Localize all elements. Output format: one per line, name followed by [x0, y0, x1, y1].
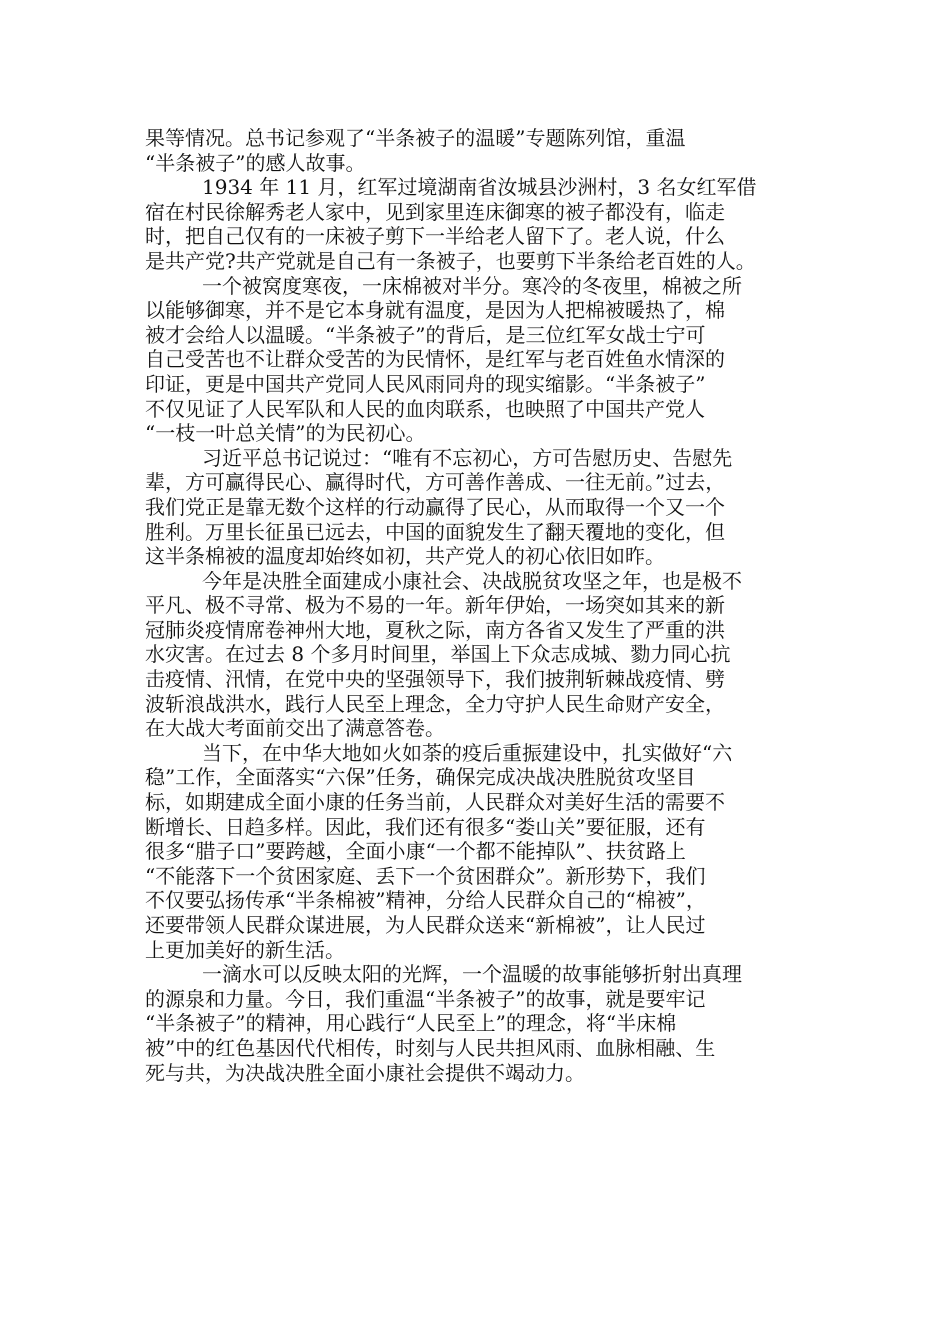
text-line: 当下，在中华大地如火如荼的疫后重振建设中，扎实做好“六: [202, 740, 733, 765]
paragraph: [145, 274, 835, 446]
text-line: 还要带领人民群众谋进展，为人民群众送来“新棉被”，让人民过: [145, 913, 706, 937]
text-line: “半条被子”的感人故事。: [145, 150, 366, 175]
text-line: 死与共，为决战决胜全面小康社会提供不竭动力。: [145, 1060, 585, 1085]
text-line: 我们党正是靠无数个这样的行动赢得了民心，从而取得一个又一个: [145, 494, 725, 519]
text-line: 稳”工作，全面落实“六保”任务，确保完成决战决胜脱贫攻坚目: [145, 765, 696, 790]
text-line: 果等情况。总书记参观了“半条被子的温暖”专题陈列馆，重温: [145, 126, 686, 150]
text-line: “一枝一叶总关情”的为民初心。: [145, 421, 426, 446]
paragraph: [145, 569, 835, 741]
text-line: 冠肺炎疫情席卷神州大地，夏秋之际，南方各省又发生了严重的洪: [145, 617, 725, 642]
text-line: 水灾害。在过去 8 个多月时间里，举国上下众志成城、勠力同心抗: [145, 642, 731, 667]
text-line: “不能落下一个贫困家庭、丢下一个贫困群众”。新形势下，我们: [145, 863, 706, 888]
document-body: [145, 126, 835, 1085]
text-line: 被”中的红色基因代代相传，时刻与人民共担风雨、血脉相融、生: [145, 1035, 716, 1060]
text-line: 不仅要弘扬传承“半条棉被”精神，分给人民群众自己的“棉被”，: [145, 888, 706, 913]
text-line: 今年是决胜全面建成小康社会、决战脱贫攻坚之年，也是极不: [202, 568, 742, 593]
text-line: 上更加美好的新生活。: [145, 937, 345, 962]
text-line: 很多“腊子口”要跨越，全面小康“一个都不能掉队”、扶贫路上: [145, 839, 686, 864]
paragraph: [145, 175, 835, 273]
text-line: 的源泉和力量。今日，我们重温“半条被子”的故事，就是要牢记: [145, 986, 706, 1011]
text-line: 胜利。万里长征虽已远去，中国的面貌发生了翻天覆地的变化，但: [145, 519, 725, 544]
text-line: 标，如期建成全面小康的任务当前，人民群众对美好生活的需要不: [145, 790, 725, 815]
paragraph: [145, 741, 835, 962]
text-line: 自己受苦也不让群众受苦的为民情怀，是红军与老百姓鱼水情深的: [145, 347, 725, 372]
text-line: 被才会给人以温暖。“半条被子”的背后，是三位红军女战士宁可: [145, 322, 706, 347]
text-line: 辈，方可赢得民心、赢得时代，方可善作善成、一往无前。”过去，: [145, 470, 726, 495]
text-line: 宿在村民徐解秀老人家中，见到家里连床御寒的被子都没有，临走: [145, 199, 725, 224]
text-line: 印证，更是中国共产党同人民风雨同舟的现实缩影。“半条被子”: [145, 371, 706, 396]
text-line: 这半条棉被的温度却始终如初，共产党人的初心依旧如昨。: [145, 544, 665, 569]
text-line: 平凡、极不寻常、极为不易的一年。新年伊始，一场突如其来的新: [145, 593, 725, 618]
text-line: 不仅见证了人民军队和人民的血肉联系，也映照了中国共产党人: [145, 396, 705, 421]
text-line: 波斩浪战洪水，践行人民至上理念，全力守护人民生命财产安全，: [145, 691, 725, 716]
paragraph: [145, 962, 835, 1085]
paragraph: [145, 126, 835, 175]
text-line: 习近平总书记说过：“唯有不忘初心，方可告慰历史、告慰先: [202, 445, 733, 470]
text-line: 击疫情、汛情，在党中央的坚强领导下，我们披荆斩棘战疫情、劈: [145, 667, 725, 692]
text-line: 是共产党?共产党就是自己有一条被子，也要剪下半条给老百姓的人。: [145, 248, 756, 273]
text-line: 一滴水可以反映太阳的光辉，一个温暖的故事能够折射出真理: [202, 962, 742, 987]
text-line: 在大战大考面前交出了满意答卷。: [145, 716, 445, 741]
paragraph: [145, 446, 835, 569]
text-line: 1934 年 11 月，红军过境湖南省汝城县沙洲村，3 名女红军借: [202, 175, 757, 200]
text-line: “半条被子”的精神，用心践行“人民至上”的理念，将“半床棉: [145, 1011, 677, 1036]
text-line: 以能够御寒，并不是它本身就有温度，是因为人把棉被暖热了，棉: [145, 298, 725, 323]
text-line: 断增长、日趋多样。因此，我们还有很多“娄山关”要征服，还有: [145, 814, 706, 839]
text-line: 一个被窝度寒夜，一床棉被对半分。寒冷的冬夜里，棉被之所: [202, 273, 742, 298]
text-line: 时，把自己仅有的一床被子剪下一半给老人留下了。老人说，什么: [145, 224, 725, 249]
